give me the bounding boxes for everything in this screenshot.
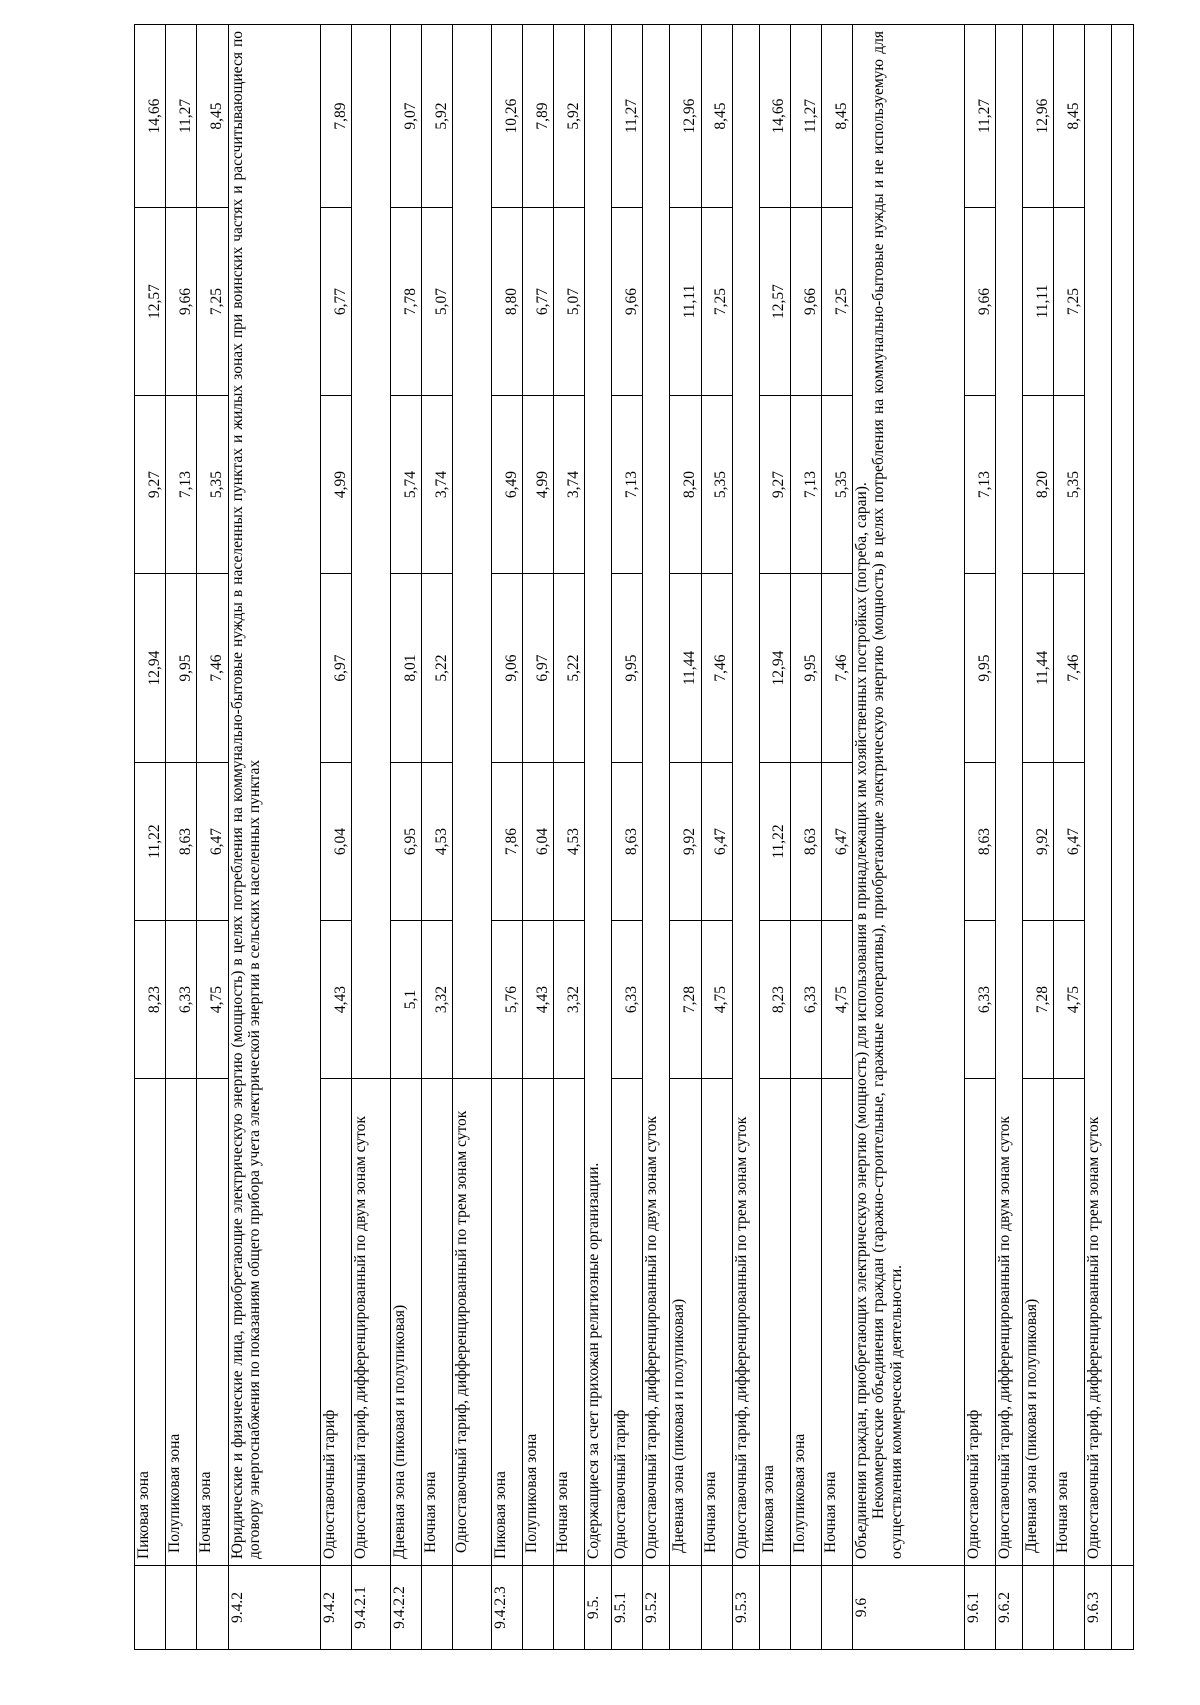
- tariff-value: 7,46: [1054, 574, 1085, 763]
- row-code: 9.4.2: [228, 1566, 320, 1650]
- row-label: Полупиковая зона: [790, 1079, 821, 1566]
- tariff-value: 4,43: [523, 921, 554, 1079]
- row-label: Пиковая зона: [491, 1079, 522, 1566]
- section-heading-text: Одноставочный тариф, дифференцированный по двум зонам суток: [643, 1116, 661, 1559]
- section-heading: [732, 25, 759, 1566]
- row-code: [135, 1566, 166, 1650]
- tariff-value: 5,35: [197, 396, 228, 574]
- tariff-value: 4,99: [320, 396, 351, 574]
- tariff-value: 8,63: [964, 763, 995, 921]
- tariff-value: 6,97: [320, 574, 351, 763]
- tariff-value: 5,1: [390, 921, 421, 1079]
- row-code: 9.6.2: [996, 1566, 1023, 1650]
- row-label: Ночная зона: [554, 1079, 585, 1566]
- table-row: [1054, 25, 1085, 1650]
- tariff-value: 4,99: [523, 396, 554, 574]
- row-code: 9.6.1: [964, 1566, 995, 1650]
- tariff-value: 6,04: [320, 763, 351, 921]
- table-row: [1085, 25, 1112, 1650]
- row-code: 9.6.3: [1085, 1566, 1112, 1650]
- table-row: [732, 25, 759, 1650]
- row-label: Ночная зона: [1054, 1079, 1085, 1566]
- empty-cell: [1112, 25, 1134, 1566]
- tariff-value: 9,95: [166, 574, 197, 763]
- tariff-value: 8,63: [790, 763, 821, 921]
- tariff-value: 7,25: [821, 208, 852, 396]
- row-code: [1054, 1566, 1085, 1650]
- table-row: [643, 25, 670, 1650]
- tariff-value: 9,66: [166, 208, 197, 396]
- tariff-value: 7,25: [1054, 208, 1085, 396]
- row-label: Ночная зона: [701, 1079, 732, 1566]
- tariff-value: 6,33: [964, 921, 995, 1079]
- row-code: [790, 1566, 821, 1650]
- tariff-value: 6,04: [523, 763, 554, 921]
- tariff-value: 6,47: [821, 763, 852, 921]
- tariff-value: 3,74: [554, 396, 585, 574]
- tariff-value: 8,45: [701, 25, 732, 208]
- section-heading: [853, 25, 965, 1566]
- tariff-value: 6,33: [166, 921, 197, 1079]
- table-row: [453, 25, 492, 1650]
- tariff-value: 6,47: [701, 763, 732, 921]
- tariff-value: 5,76: [491, 921, 522, 1079]
- tariff-table: [134, 24, 1134, 1650]
- row-label: Одноставочный тариф: [320, 1079, 351, 1566]
- table-row: [491, 25, 522, 1650]
- row-code: [523, 1566, 554, 1650]
- tariff-value: 9,95: [790, 574, 821, 763]
- row-code: [197, 1566, 228, 1650]
- row-label: Ночная зона: [821, 1079, 852, 1566]
- table-row: [422, 25, 453, 1650]
- tariff-value: 7,89: [320, 25, 351, 208]
- tariff-value: 4,75: [197, 921, 228, 1079]
- tariff-value: 8,63: [612, 763, 643, 921]
- tariff-value: 3,74: [422, 396, 453, 574]
- tariff-value: 8,63: [166, 763, 197, 921]
- tariff-value: 7,46: [701, 574, 732, 763]
- empty-cell: [453, 25, 492, 1079]
- row-label: Полупиковая зона: [166, 1079, 197, 1566]
- tariff-value: 5,22: [422, 574, 453, 763]
- tariff-value: 11,22: [135, 763, 166, 921]
- tariff-value: 9,95: [964, 574, 995, 763]
- tariff-value: 10,26: [491, 25, 522, 208]
- section-heading: [1085, 25, 1112, 1566]
- section-heading: [228, 25, 320, 1566]
- tariff-value: 12,94: [135, 574, 166, 763]
- table-row: [853, 25, 965, 1650]
- row-code: [701, 1566, 732, 1650]
- tariff-value: 4,53: [554, 763, 585, 921]
- tariff-value: 5,35: [701, 396, 732, 574]
- row-label: Одноставочный тариф, дифференцированный по трем зонам суток: [453, 1079, 492, 1566]
- tariff-value: 6,33: [790, 921, 821, 1079]
- tariff-value: 8,80: [491, 208, 522, 396]
- tariff-value: 5,92: [554, 25, 585, 208]
- tariff-value: 5,35: [1054, 396, 1085, 574]
- tariff-value: 8,45: [197, 25, 228, 208]
- tariff-value: 12,96: [670, 25, 701, 208]
- tariff-value: 7,86: [491, 763, 522, 921]
- section-heading-text: Содержащиеся за счет прихожан религиозные организации.: [585, 1162, 603, 1559]
- row-code: [1022, 1566, 1053, 1650]
- row-label: Дневная зона (пиковая и полупиковая): [670, 1079, 701, 1566]
- table-row: [197, 25, 228, 1650]
- tariff-value: 8,45: [1054, 25, 1085, 208]
- tariff-value: 6,77: [523, 208, 554, 396]
- table-row: [166, 25, 197, 1650]
- row-code: 9.5.2: [643, 1566, 670, 1650]
- tariff-value: 6,97: [523, 574, 554, 763]
- row-code: [759, 1566, 790, 1650]
- section-heading-text: Одноставочный тариф, дифференцированный по трем зонам суток: [732, 1116, 750, 1559]
- row-code: 9.4.2.2: [390, 1566, 421, 1650]
- tariff-value: 7,78: [390, 208, 421, 396]
- tariff-value: 11,11: [670, 208, 701, 396]
- tariff-value: 5,07: [422, 208, 453, 396]
- table-row: [554, 25, 585, 1650]
- row-code: [453, 1566, 492, 1650]
- table-row: [352, 25, 391, 1650]
- tariff-value: 11,44: [1022, 574, 1053, 763]
- tariff-value: 9,27: [759, 396, 790, 574]
- tariff-value: 9,07: [390, 25, 421, 208]
- tariff-value: 11,27: [166, 25, 197, 208]
- row-code: [821, 1566, 852, 1650]
- tariff-value: 7,13: [790, 396, 821, 574]
- tariff-value: 6,33: [612, 921, 643, 1079]
- tariff-value: 4,75: [1054, 921, 1085, 1079]
- tariff-value: 8,45: [821, 25, 852, 208]
- row-code: [1112, 1566, 1134, 1650]
- section-heading-text: Одноставочный тариф, дифференцированный по двум зонам суток: [996, 1116, 1014, 1559]
- tariff-value: 5,07: [554, 208, 585, 396]
- row-code: [166, 1566, 197, 1650]
- tariff-value: 5,22: [554, 574, 585, 763]
- tariff-value: 4,75: [821, 921, 852, 1079]
- tariff-value: 12,57: [135, 208, 166, 396]
- row-label: Полупиковая зона: [523, 1079, 554, 1566]
- row-label: Одноставочный тариф: [612, 1079, 643, 1566]
- tariff-value: 12,57: [759, 208, 790, 396]
- tariff-value: 6,47: [197, 763, 228, 921]
- tariff-value: 7,13: [612, 396, 643, 574]
- row-label: Ночная зона: [197, 1079, 228, 1566]
- section-heading-text-2: Некоммерческие объединения граждан (гаражно-строительные, гаражные кооперативы), приобретающие электрическую энергию (мощность) в целях потребления на коммунально-бытовые нужды и не используемую для осуществления коммерческой деятельности.: [870, 31, 905, 1559]
- tariff-value: 7,25: [701, 208, 732, 396]
- tariff-value: 11,27: [790, 25, 821, 208]
- tariff-value: 6,95: [390, 763, 421, 921]
- row-code: [422, 1566, 453, 1650]
- tariff-value: 9,66: [612, 208, 643, 396]
- tariff-value: 8,20: [1022, 396, 1053, 574]
- tariff-value: 9,66: [790, 208, 821, 396]
- row-code: 9.5.1: [612, 1566, 643, 1650]
- tariff-value: 6,49: [491, 396, 522, 574]
- row-label: Ночная зона: [422, 1079, 453, 1566]
- table-row: [964, 25, 995, 1650]
- table-row: [759, 25, 790, 1650]
- tariff-value: 14,66: [759, 25, 790, 208]
- tariff-value: 7,89: [523, 25, 554, 208]
- tariff-value: 3,32: [422, 921, 453, 1079]
- tariff-value: 8,23: [759, 921, 790, 1079]
- tariff-value: 4,53: [422, 763, 453, 921]
- row-label: Одноставочный тариф, дифференцированный по двум зонам суток: [352, 1079, 391, 1566]
- tariff-value: 11,44: [670, 574, 701, 763]
- section-heading-text: Одноставочный тариф, дифференцированный по трем зонам суток: [1085, 1116, 1103, 1559]
- section-heading-text: Объединения граждан, приобретающих электрическую энергию (мощность) для использования в принадлежащих им хозяйственных постройках (погреба, сараи).: [853, 482, 871, 1559]
- tariff-value: 7,46: [197, 574, 228, 763]
- tariff-value: 11,27: [612, 25, 643, 208]
- tariff-value: 7,13: [964, 396, 995, 574]
- row-code: 9.5.3: [732, 1566, 759, 1650]
- tariff-value: 8,01: [390, 574, 421, 763]
- tariff-value: 5,74: [390, 396, 421, 574]
- tariff-value: 7,28: [1022, 921, 1053, 1079]
- row-label: Одноставочный тариф: [964, 1079, 995, 1566]
- row-label: Дневная зона (пиковая и полупиковая): [390, 1079, 421, 1566]
- tariff-value: 7,46: [821, 574, 852, 763]
- tariff-value: 3,32: [554, 921, 585, 1079]
- tariff-value: 9,66: [964, 208, 995, 396]
- table-row: [135, 25, 166, 1650]
- tariff-value: 12,94: [759, 574, 790, 763]
- tariff-value: 7,13: [166, 396, 197, 574]
- tariff-value: 9,92: [1022, 763, 1053, 921]
- tariff-value: 9,27: [135, 396, 166, 574]
- tariff-value: 8,20: [670, 396, 701, 574]
- rotated-page: [134, 25, 1134, 1650]
- tariff-value: 8,23: [135, 921, 166, 1079]
- row-code: 9.6: [853, 1566, 965, 1650]
- section-heading: [585, 25, 612, 1566]
- table-row: [228, 25, 320, 1650]
- tariff-value: 6,77: [320, 208, 351, 396]
- tariff-table-body: [135, 25, 1134, 1650]
- tariff-value: 12,96: [1022, 25, 1053, 208]
- tariff-value: 7,28: [670, 921, 701, 1079]
- table-row: [996, 25, 1023, 1650]
- table-row: [821, 25, 852, 1650]
- row-code: 9.4.2.3: [491, 1566, 522, 1650]
- row-code: [670, 1566, 701, 1650]
- tariff-value: 7,25: [197, 208, 228, 396]
- tariff-value: 4,43: [320, 921, 351, 1079]
- row-code: 9.5.: [585, 1566, 612, 1650]
- section-heading-text: Юридические и физические лица, приобретающие электрическую энергию (мощность) в целях потребления на коммунально-бытовые нужды в населенных пунктах и жилых зонах при воинских частях и рассчитывающиеся по договору энергоснабжения по показаниям общего прибора учета электрической энергии в сельских населенных пунктах: [228, 31, 263, 1559]
- tariff-value: 5,92: [422, 25, 453, 208]
- row-label: Пиковая зона: [759, 1079, 790, 1566]
- table-row: [612, 25, 643, 1650]
- tariff-value: 9,92: [670, 763, 701, 921]
- row-code: [554, 1566, 585, 1650]
- table-row: [390, 25, 421, 1650]
- tariff-value: 11,11: [1022, 208, 1053, 396]
- row-code: 9.4.2.1: [352, 1566, 391, 1650]
- tariff-value: 11,22: [759, 763, 790, 921]
- row-label: Пиковая зона: [135, 1079, 166, 1566]
- tariff-value: 9,95: [612, 574, 643, 763]
- row-label: Дневная зона (пиковая и полупиковая): [1022, 1079, 1053, 1566]
- tariff-value: 14,66: [135, 25, 166, 208]
- table-row: [585, 25, 612, 1650]
- table-row: [670, 25, 701, 1650]
- table-row: [790, 25, 821, 1650]
- table-row: [1022, 25, 1053, 1650]
- table-row: [320, 25, 351, 1650]
- tariff-value: 11,27: [964, 25, 995, 208]
- table-row: [523, 25, 554, 1650]
- section-heading: [643, 25, 670, 1566]
- table-row: [1112, 25, 1134, 1650]
- tariff-value: 6,47: [1054, 763, 1085, 921]
- tariff-value: 4,75: [701, 921, 732, 1079]
- table-row: [701, 25, 732, 1650]
- tariff-value: 5,35: [821, 396, 852, 574]
- row-code: 9.4.2: [320, 1566, 351, 1650]
- empty-cell: [352, 25, 391, 1079]
- tariff-value: 9,06: [491, 574, 522, 763]
- section-heading: [996, 25, 1023, 1566]
